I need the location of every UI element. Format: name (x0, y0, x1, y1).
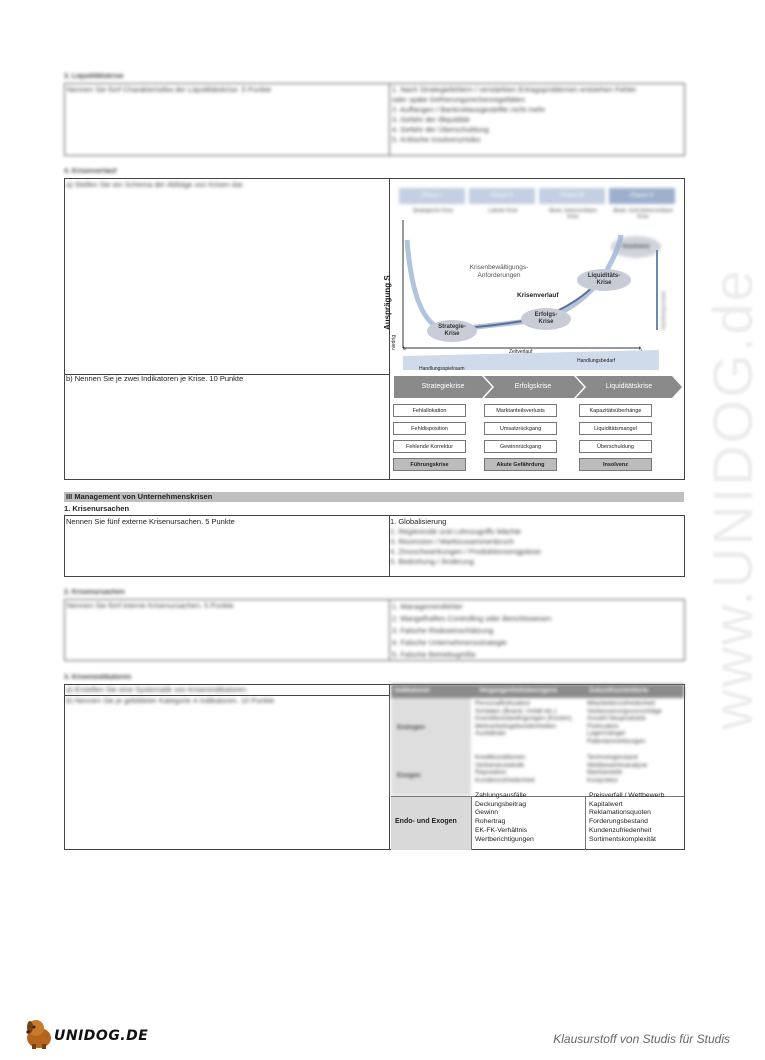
cell-item: Preisverfall / Wettbewerb (589, 792, 665, 799)
answer-line: 5. Kritische Insolvenzrisiko (392, 135, 481, 144)
row-label: Endo- und Exogen (395, 818, 457, 825)
cell-item: Anzahl Neuprodukte (587, 715, 646, 722)
stage-bar: Phase III (539, 188, 605, 204)
answer-line: 3. Gefahr der Illiquidität (392, 115, 470, 124)
answer-line: oder späte Gefrierungsrechenregeltäten (392, 95, 526, 104)
indicator-classification (391, 684, 684, 850)
answer-line: 5. Bedrohung / Änderung (390, 557, 474, 566)
cell-item: Gewinn (475, 809, 499, 817)
cell-item: Wettbewerbsanalyse (587, 761, 648, 769)
phase-label: Liquiditätskrise (605, 383, 653, 390)
y-axis-label: Ausprägung S (383, 275, 392, 330)
section-title: 2. Krisenursachen (64, 589, 125, 596)
question-a: a) Erstellen Sie eine Systematik von Krisenindikatoren. (66, 685, 249, 694)
cell-item: Verbandsstatistik (475, 761, 525, 769)
cell-list (587, 700, 662, 745)
t0-label: t₀ (403, 346, 407, 352)
indicator-box: Führungskrise (393, 458, 466, 471)
cell-item: EK-FK-Verhältnis (475, 826, 528, 834)
cell-item: Rohertrag (475, 818, 506, 826)
answer-list-blurred (390, 527, 680, 567)
cell-list (475, 754, 535, 784)
cell-item: Verbesserungsvorschläge (587, 707, 662, 715)
cell-item: Kapitalwert (589, 800, 623, 808)
answer-line: 2. Regierende und Lohnzugriffs Mächte (390, 527, 522, 536)
stage-bar: Phase II (469, 188, 535, 204)
answer-line: 4. Zinsschwankungen / Produktionsengpässe (390, 547, 541, 556)
cell-item: Sortimentskomplexität (589, 835, 656, 843)
indicator-box: Fehlallokation (393, 404, 466, 417)
handlungsbedarf-label: Handlungsbedarf (577, 358, 616, 364)
classification-top-blurred (391, 684, 684, 796)
ellipse-erfolg: Erfolgs- Krise (521, 308, 571, 330)
y-axis-small: niedrig (391, 334, 397, 350)
indicator-box: Umsatzrückgang (484, 422, 557, 435)
cell-item: Kundenzufriedenheit (589, 826, 652, 834)
verlauf-label: Krisenverlauf (517, 292, 559, 299)
section-heading-III: III Management von Unternehmenskrisen (64, 492, 684, 502)
stage-sub: Strategische Krise (412, 208, 454, 214)
question-text: Nennen Sie fünf interne Krisenursachen. 5 Punkte (67, 601, 234, 610)
indicator-box: Marktanteilsverlusts (484, 404, 557, 417)
answer-line: 1. Nach Strategiefehlern / verstärkten Ertragsproblemen entstehen Fehler (392, 85, 637, 94)
indicator-box: Akute Gefährdung (484, 458, 557, 471)
cell-item: Kundenzufriedenheit (475, 776, 535, 784)
handlungsspielraum-label: Handlungsspielraum (419, 366, 465, 372)
cell-list (475, 700, 571, 738)
section-title: 3. Krisenindikatoren (64, 674, 132, 681)
watermark: www.UNIDOG.de (701, 268, 764, 730)
cell-item: Deckungsbeitrag (475, 800, 527, 808)
answer-list (392, 85, 682, 145)
answer-line: 4. Gefahr der Überschuldung (392, 125, 489, 134)
zeitverlauf-label: Zeitverlauf (509, 349, 533, 355)
sub-title: 1. Krisenursachen (64, 504, 130, 513)
cell-list (589, 792, 664, 844)
dog-icon (22, 1018, 56, 1050)
stage-bar: Phase IV (609, 188, 675, 204)
ellipse-insolvenz: Insolvenz (611, 236, 661, 258)
answer-line: 4. Falsche Unternehmensstrategie (392, 638, 507, 647)
phase-label: Erfolgskrise (514, 383, 552, 390)
phase-label: Strategiekrise (421, 383, 465, 390)
row-label: Endogen (397, 724, 425, 731)
cell-item: Mitarbeiterzufriedenheit (587, 700, 655, 707)
cell-item: Marktanteile (587, 769, 623, 776)
answer-line: 5. Falsche Betriebsgröße (392, 650, 476, 659)
question-b: b) Nennen Sie je gebildeter Kategorie 4 Indikatoren. 10 Punkte (66, 696, 275, 705)
row-label: Exogen (397, 772, 421, 779)
answer-list (392, 601, 682, 661)
ellipse-liquiditaet: Liquiditäts- Krise (577, 269, 631, 291)
cell-item: Fluktuation (587, 722, 619, 730)
stage-sub: Latente Krise (488, 208, 518, 214)
stage-bar: Phase I (399, 188, 465, 204)
indicator-box: Fehlende Korrektur (393, 440, 466, 453)
question-text: Nennen Sie fünf Charakteristika der Liquiditätskrise. 5 Punkte (67, 85, 272, 94)
cell-item: Kreditkonditionen (475, 754, 526, 761)
cell-item: Ausfallrate (475, 730, 506, 737)
stage-sub: Akute, nicht beherrschbare Krise (613, 208, 673, 220)
anforderungen-label: Krisenbewältigungs- Anforderungen (469, 264, 529, 279)
indicator-box: Insolvenz (579, 458, 652, 471)
cell-item: Forderungsbestand (589, 818, 648, 826)
answer-line: 1. Globalisierung (390, 517, 447, 526)
cell-list (587, 754, 647, 784)
answer-line: 2. Auffangen / Bankrottausgestellte nicht mehr (392, 105, 546, 114)
footer-tagline: Klausurstoff von Studis für Studis (553, 1032, 730, 1046)
cell-item: Patentanmeldungen (587, 737, 646, 745)
answer-line: 3. Falsche Risikoeinschätzung (392, 626, 494, 635)
indicator-box: Kapazitätsüberhänge (579, 404, 652, 417)
header-cell: Vergangenheitsbezogene (479, 687, 558, 694)
question-text: Nennen Sie fünf externe Krisenursachen. 5 Punkte (66, 517, 235, 526)
cell-item: Reputation (475, 769, 507, 776)
cell-item: Wertberichtigungen (475, 835, 534, 843)
header-cell: Zukunftsorientierte (589, 687, 649, 694)
right-axis-label: Handlungsvorlauf (661, 291, 667, 330)
cell-item: Zahlungsausfälle (475, 792, 527, 799)
answer-line: 2. Mangelhaftes Controlling oder Berichtswesen (392, 614, 552, 623)
ellipse-strategie: Strategie- Krise (427, 320, 477, 342)
cell-item: Reklamationsquoten (589, 809, 651, 817)
question-a: a) Stellen Sie ein Schema der Abfolge von Krisen dar. (66, 180, 245, 189)
cell-item: Konjunktur (587, 776, 619, 784)
unidog-logo[interactable] (22, 1018, 152, 1048)
question-b: b) Nennen Sie je zwei Indikatoren je Krise. 10 Punkte (66, 374, 244, 383)
section-title: 3. Liquiditätskrise (64, 73, 124, 80)
indicator-box: Überschuldung (579, 440, 652, 453)
cell-item: Personalfluktuation (475, 700, 531, 707)
section-title: 4. Krisenverlauf (64, 168, 117, 175)
answer-line: 1. Managementfehler (392, 602, 463, 611)
indicator-box: Fehldisposition (393, 422, 466, 435)
t1-label: t₁ (639, 346, 643, 352)
cell-item: Investitionsbedingungen (Kosten) (475, 715, 572, 722)
cell-item: Mehrarbeitsgebundenheiten (475, 722, 556, 730)
cell-item: Schäden (Brand, Unfall etc.) (475, 707, 557, 715)
indicator-box: Liquiditätsmangel (579, 422, 652, 435)
cell-item: Technologiestand (587, 754, 638, 761)
krisenverlauf-diagram (383, 180, 685, 375)
cell-list (475, 792, 534, 844)
stage-sub: Akute, beherrschbare Krise (549, 208, 597, 220)
logo-text: UNIDOG.DE (54, 1028, 149, 1044)
indicator-box: Gewinnrückgang (484, 440, 557, 453)
header-cell: Indikatoren (395, 687, 431, 694)
answer-line: 3. Rezession / Marktzusammenbruch (390, 537, 514, 546)
question-table (64, 83, 685, 156)
cell-item: Lagermängel (587, 730, 625, 737)
interne-table (64, 599, 685, 661)
